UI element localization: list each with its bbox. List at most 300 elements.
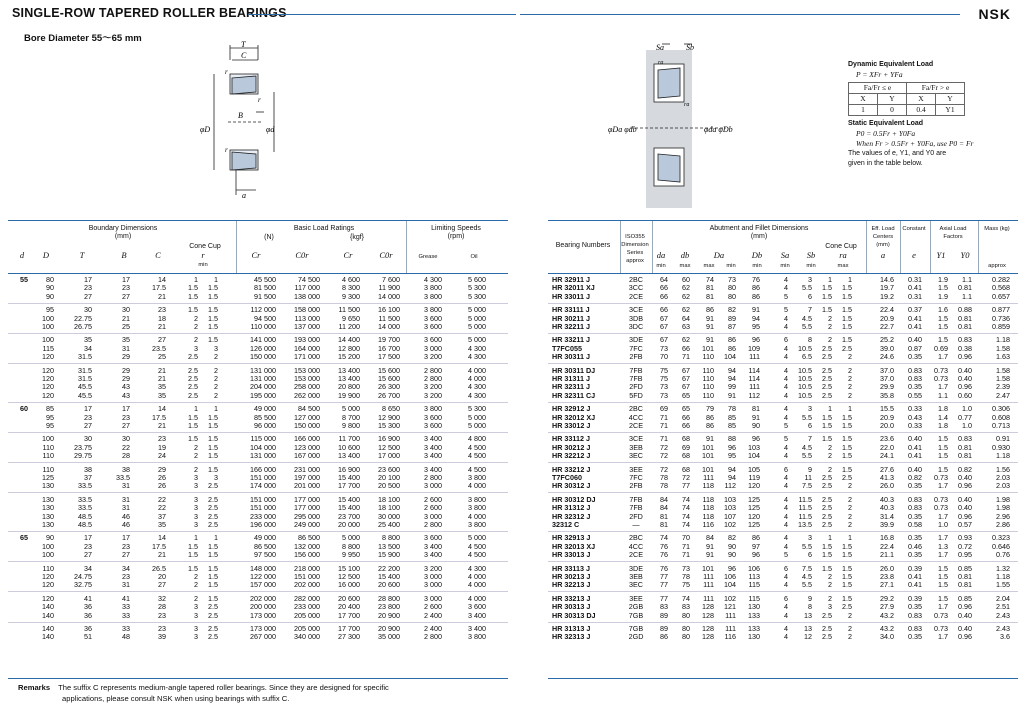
- width-B-cell: 34: [122, 563, 130, 573]
- oil-speed-cell: 3 800: [468, 520, 486, 529]
- db-max-cell: 65: [682, 390, 690, 400]
- ra-cone-cell: 2.5: [822, 343, 832, 353]
- oil-speed-cell: 4 000: [468, 374, 486, 383]
- width-B-cell: 46: [122, 520, 130, 529]
- da-min-cell: 75: [660, 374, 668, 383]
- cr-kgf-cell: 9 300: [342, 291, 360, 301]
- cr-kgf-cell: 20 400: [338, 602, 360, 612]
- cup-r-cell: 3: [214, 473, 218, 482]
- Db-min-cell: 105: [748, 464, 760, 474]
- oil-speed-cell: 4 500: [468, 550, 486, 560]
- y0-cell: 0.96: [958, 511, 972, 521]
- mass-cell: 0.657: [992, 291, 1010, 301]
- y1-cell: 1.8: [938, 404, 948, 414]
- y1-cell: 1.7: [938, 533, 948, 543]
- mass-cell: 3.6: [1000, 632, 1010, 642]
- Sa-min-cell: 6: [784, 464, 788, 474]
- cr-n-cell: 104 000: [250, 442, 276, 452]
- col-cor: C0r: [295, 250, 309, 260]
- cr-kgf-cell: 12 800: [338, 343, 360, 353]
- Da-max-cell: 84: [706, 533, 714, 543]
- Da-min-cell: 80: [728, 283, 736, 293]
- oil-speed-cell: 5 600: [468, 275, 486, 284]
- width-T-cell: 48.5: [78, 511, 92, 521]
- bearing-cross-section-diagram: [200, 40, 290, 205]
- mass-cell: 0.568: [992, 283, 1010, 293]
- width-T-cell: 23.75: [74, 442, 92, 452]
- Sb-min-cell: 8: [808, 335, 812, 345]
- page-title: SINGLE-ROW TAPERED ROLLER BEARINGS: [12, 6, 287, 20]
- y1-cell: 0.73: [934, 503, 948, 513]
- svg-text:B: B: [238, 111, 243, 120]
- ra-cone-cell: 1: [828, 533, 832, 543]
- cup-r-cell: 1.5: [208, 593, 218, 603]
- cr-n-cell: 148 000: [250, 563, 276, 573]
- y0-cell: 0.81: [958, 451, 972, 461]
- da-min-cell: 66: [660, 283, 668, 293]
- cor-kgf-cell: 26 300: [378, 382, 400, 392]
- y1-cell: 1.5: [938, 580, 948, 590]
- outer-diameter-cell: 120: [42, 365, 54, 375]
- cor-kgf-cell: 28 800: [378, 593, 400, 603]
- bearing-number-cell: HR 31313 J: [552, 624, 591, 633]
- bearing-number-cell: HR 32012 XJ: [552, 412, 596, 422]
- ra-cup-cell: 1: [848, 404, 852, 414]
- limiting-speeds-label: Limiting Speeds: [431, 225, 481, 232]
- eff-a-cell: 35.8: [880, 390, 894, 400]
- db-max-cell: 72: [682, 473, 690, 482]
- db-max-cell: 83: [682, 602, 690, 612]
- oil-speed-cell: 4 500: [468, 451, 486, 461]
- e-const-cell: 0.35: [908, 550, 922, 560]
- width-C-cell: 35: [158, 520, 166, 529]
- width-B-cell: 33: [122, 602, 130, 612]
- width-C-cell: 21: [158, 322, 166, 331]
- col-e: e: [912, 250, 916, 260]
- db-max-cell: 70: [682, 533, 690, 543]
- grease-speed-cell: 4 300: [424, 275, 442, 284]
- sub-y1: Y: [878, 94, 907, 105]
- outer-diameter-cell: 90: [46, 533, 54, 543]
- bearing-number-cell: HR 30313 J: [552, 602, 591, 612]
- eff-a-cell: 26.0: [880, 563, 894, 573]
- oil-speed-cell: 5 300: [468, 291, 486, 301]
- grease-speed-cell: 2 800: [424, 473, 442, 482]
- e-const-cell: 0.31: [908, 275, 922, 284]
- bearing-number-cell: HR 33012 J: [552, 421, 591, 430]
- width-T-cell: 34: [84, 343, 92, 353]
- Db-min-cell: 114: [748, 374, 760, 383]
- Db-min-cell: 76: [752, 275, 760, 284]
- y0-cell: 0.96: [958, 632, 972, 642]
- width-B-cell: 33: [122, 610, 130, 620]
- Da-max-cell: 101: [702, 451, 714, 461]
- Sb-min-cell: 6: [808, 291, 812, 301]
- width-C-cell: 23: [158, 610, 166, 620]
- e-const-cell: 0.55: [908, 390, 922, 400]
- cor-n-cell: 164 000: [294, 343, 320, 353]
- Sb-min-cell: 11.5: [798, 494, 812, 504]
- ra-cup-cell: 1.5: [842, 451, 852, 461]
- cor-kgf-cell: 15 400: [378, 572, 400, 581]
- cor-n-cell: 201 000: [294, 481, 320, 491]
- left-group-separator: [8, 591, 508, 592]
- remarks-label: Remarks: [18, 683, 51, 692]
- da-min-cell: 72: [660, 442, 668, 452]
- cup-r-cell: 1.5: [208, 442, 218, 452]
- y1-cell: 1.9: [938, 275, 948, 284]
- width-B-cell: 38: [122, 464, 130, 474]
- val-x2: 0.4: [907, 105, 936, 116]
- cr-kgf-cell: 5 000: [342, 533, 360, 543]
- width-B-cell: 27: [122, 550, 130, 560]
- bearing-number-cell: HR 32211 J: [552, 322, 590, 331]
- iso-series-cell: —: [632, 520, 640, 529]
- left-group-separator: [8, 492, 508, 493]
- ra-cone-cell: 2.5: [822, 624, 832, 633]
- oil-speed-cell: 3 400: [468, 624, 486, 633]
- width-C-cell: 21: [158, 365, 166, 375]
- Da-min-cell: 111: [725, 624, 736, 633]
- Da-max-cell: 86: [706, 412, 714, 422]
- grease-speed-cell: 3 000: [424, 580, 442, 590]
- Sb-min-cell: 4.5: [802, 572, 812, 581]
- col-Sb: Sb: [806, 250, 816, 260]
- Da-max-cell: 91: [706, 541, 714, 551]
- cr-n-cell: 85 500: [254, 412, 276, 422]
- dynamic-load-formula: P = XFr + YFa: [856, 70, 903, 79]
- left-table-row: [8, 323, 508, 331]
- Sb-min-cell: 3: [808, 275, 812, 284]
- e-const-cell: 0.33: [908, 421, 922, 430]
- svg-text:Sa: Sa: [656, 43, 664, 52]
- left-group-separator: [8, 432, 508, 433]
- cr-kgf-cell: 14 400: [338, 335, 360, 345]
- Db-min-cell: 86: [752, 533, 760, 543]
- db-max-cell: 77: [682, 481, 690, 491]
- width-B-cell: 23: [122, 541, 130, 551]
- bearing-number-cell: HR 32912 J: [552, 404, 591, 414]
- iso-series-cell: 2CE: [629, 550, 643, 560]
- y0-cell: 0.40: [958, 503, 972, 513]
- oil-speed-cell: 5 000: [468, 421, 486, 430]
- width-B-cell: 25: [122, 322, 130, 331]
- ra-cone-cell: 2: [828, 335, 832, 345]
- cup-r-cell: 2.5: [208, 481, 218, 491]
- db-max-cell: 67: [682, 374, 690, 383]
- bearing-number-cell: HR 30312 J: [552, 481, 591, 491]
- Da-max-cell: 118: [702, 481, 714, 491]
- cup-r-cell: 2.5: [208, 520, 218, 529]
- outer-diameter-cell: 90: [46, 283, 54, 293]
- Sa-min-cell: 5: [784, 421, 788, 430]
- width-T-cell: 17: [84, 275, 92, 284]
- width-C-cell: 17.5: [152, 541, 166, 551]
- db-max-cell: 69: [682, 442, 690, 452]
- right-bottom-rule: [548, 678, 1018, 679]
- bearing-number-cell: HR 33211 J: [552, 335, 590, 345]
- cor-n-cell: 153 000: [294, 365, 320, 375]
- y0-cell: 0.81: [958, 572, 972, 581]
- Da-min-cell: 99: [728, 382, 736, 392]
- cup-r-cell: 1.5: [208, 580, 218, 590]
- cup-r-cell: 1.5: [208, 541, 218, 551]
- cone-r-cell: 3: [194, 481, 198, 491]
- cone-r-cell: 3: [194, 503, 198, 513]
- left-group-separator: [8, 531, 508, 532]
- Sa-min-cell: 4: [784, 322, 788, 331]
- static-note-2: The values of e, Y1, and Y0 are: [848, 150, 947, 157]
- Sb-min-cell: 13: [804, 624, 812, 633]
- width-B-cell: 23: [122, 283, 130, 293]
- Da-max-cell: 111: [703, 580, 714, 590]
- ra-cup-cell: 1: [848, 533, 852, 543]
- ra-cone-cell: 2: [828, 313, 832, 323]
- cor-n-cell: 197 000: [294, 473, 320, 482]
- iso-series-cell: 3EE: [629, 593, 643, 603]
- cor-n-cell: 151 000: [294, 572, 320, 581]
- eff-a-cell: 15.5: [880, 404, 894, 414]
- width-T-cell: 35: [84, 335, 92, 345]
- outer-diameter-cell: 130: [42, 503, 54, 513]
- cr-n-cell: 49 000: [254, 404, 276, 414]
- Sa-min-cell: 6: [784, 563, 788, 573]
- cor-n-cell: 113 000: [294, 313, 320, 323]
- iso-series-cell: 2FB: [629, 352, 643, 362]
- cone-r-cell: 3: [194, 473, 198, 482]
- cor-kgf-cell: 8 800: [382, 533, 400, 543]
- cr-n-cell: 91 500: [254, 291, 276, 301]
- eff-a-cell: 31.4: [880, 511, 894, 521]
- cone-r-cell: 2: [194, 593, 198, 603]
- mass-cell: 0.736: [992, 313, 1010, 323]
- right-table-row: [548, 612, 1018, 620]
- grease-speed-cell: 3 000: [424, 343, 442, 353]
- cor-n-cell: 202 000: [294, 580, 320, 590]
- cr-n-cell: 196 000: [250, 520, 276, 529]
- y0-cell: 0.81: [958, 580, 972, 590]
- col-Sa: Sa: [780, 250, 790, 260]
- Da-max-cell: 86: [706, 305, 714, 315]
- left-table-row: [8, 521, 508, 529]
- cr-kgf-cell: 5 000: [342, 404, 360, 414]
- outer-diameter-cell: 120: [42, 352, 54, 362]
- col-grease: Grease: [418, 254, 438, 260]
- Sb-min-cell: 10.5: [798, 365, 812, 375]
- cor-kgf-cell: 8 650: [382, 404, 400, 414]
- cor-kgf-cell: 20 600: [378, 580, 400, 590]
- cup-r-cell: 1: [214, 533, 218, 543]
- db-max-cell: 64: [682, 313, 690, 323]
- grease-speed-cell: 3 200: [424, 563, 442, 573]
- e-const-cell: 0.43: [908, 412, 922, 422]
- cr-n-cell: 233 000: [250, 511, 276, 521]
- Sa-min-cell: 4: [784, 382, 788, 392]
- oil-speed-cell: 3 800: [468, 494, 486, 504]
- remarks-note: [18, 682, 498, 704]
- col-B: B: [121, 250, 127, 260]
- cup-r-cell: 1.5: [208, 313, 218, 323]
- Db-min-cell: 120: [748, 481, 760, 491]
- db-max-cell: 73: [682, 563, 690, 573]
- ra-cone-cell: 2.5: [822, 352, 832, 362]
- y1-cell: 1.5: [938, 313, 948, 323]
- eff-a-cell: 22.4: [880, 541, 894, 551]
- ra-cone-cell: 1.5: [822, 550, 832, 560]
- Da-max-cell: 118: [702, 503, 714, 513]
- Db-min-cell: 96: [752, 335, 760, 345]
- cr-kgf-cell: 16 900: [338, 464, 360, 474]
- Sb-min-cell: 6: [808, 421, 812, 430]
- cone-r-cell: 3: [194, 624, 198, 633]
- db-max-cell: 62: [682, 305, 690, 315]
- cor-kgf-cell: 17 500: [378, 352, 400, 362]
- y1-cell: 1.5: [938, 335, 948, 345]
- da-min-cell: 84: [660, 494, 668, 504]
- oil-speed-cell: 4 000: [468, 593, 486, 603]
- e-const-cell: 0.82: [908, 473, 922, 482]
- cor-kgf-cell: 7 600: [382, 275, 400, 284]
- eff-a-cell: 39.0: [880, 343, 894, 353]
- abutment-fillet-diagram: [608, 40, 748, 210]
- Sb-min-cell: 7: [808, 305, 812, 315]
- width-C-cell: 25: [158, 352, 166, 362]
- bore-diameter-cell: 55: [20, 275, 28, 284]
- cone-r-cell: 3: [194, 343, 198, 353]
- cr-n-cell: 110 000: [250, 322, 276, 331]
- left-bottom-rule: [8, 678, 508, 679]
- width-C-cell: 23: [158, 624, 166, 633]
- y1-cell: 1.5: [938, 572, 948, 581]
- iso-series-cell: 7FC: [629, 473, 643, 482]
- db-max-cell: 62: [682, 335, 690, 345]
- e-const-cell: 0.39: [908, 563, 922, 573]
- da-min-cell: 83: [660, 602, 668, 612]
- iso-series-cell: 7GB: [628, 610, 644, 620]
- Sb-min-cell: 5.5: [802, 322, 812, 331]
- cup-r-cell: 1.5: [208, 451, 218, 461]
- Sa-min-cell: 4: [784, 343, 788, 353]
- cone-r-cell: 1: [194, 275, 198, 284]
- ra-cup-cell: 1.5: [842, 442, 852, 452]
- ra-cup-cell: 1.5: [842, 283, 852, 293]
- e-const-cell: 0.35: [908, 382, 922, 392]
- width-C-cell: 21: [158, 291, 166, 301]
- svg-text:a: a: [242, 191, 246, 200]
- grease-speed-cell: 3 600: [424, 421, 442, 430]
- width-T-cell: 23: [84, 541, 92, 551]
- bearing-number-cell: HR 30213 J: [552, 572, 591, 581]
- Da-min-cell: 94: [728, 374, 736, 383]
- Db-min-cell: 86: [752, 283, 760, 293]
- sub-y2: Y: [936, 94, 965, 105]
- outer-diameter-cell: 120: [42, 580, 54, 590]
- Db-min-cell: 91: [752, 305, 760, 315]
- cr-n-cell: 151 000: [250, 503, 276, 513]
- right-group-separator: [548, 462, 1018, 463]
- da-min-cell: 73: [660, 382, 668, 392]
- cr-n-cell: 174 000: [250, 481, 276, 491]
- Da-min-cell: 116: [724, 632, 736, 642]
- mass-cell: 0.91: [996, 434, 1010, 444]
- iso-series-cell: 2FD: [629, 511, 643, 521]
- svg-text:Sb: Sb: [686, 43, 694, 52]
- ra-cup-cell: 1.5: [842, 322, 852, 331]
- Db-min-cell: 133: [748, 624, 760, 633]
- sub-Sa-min: min: [780, 263, 790, 269]
- oil-speed-cell: 4 500: [468, 464, 486, 474]
- iso-series-cell: 3EE: [629, 464, 643, 474]
- width-B-cell: 23: [122, 572, 130, 581]
- bearing-number-cell: HR 32913 J: [552, 533, 591, 543]
- cor-n-cell: 171 000: [294, 352, 320, 362]
- left-table-row: [8, 452, 508, 460]
- load-factor-table: [848, 82, 965, 116]
- ratio-le-e: Fa/Fr ≤ e: [849, 83, 907, 94]
- y1-cell: 0.73: [934, 494, 948, 504]
- oil-speed-cell: 4 000: [468, 511, 486, 521]
- oil-speed-cell: 4 300: [468, 563, 486, 573]
- right-group-separator: [548, 561, 1018, 562]
- cone-r-cell: 2.5: [188, 382, 198, 392]
- eff-a-cell: 26.0: [880, 481, 894, 491]
- ra-cone-cell: 2.5: [822, 511, 832, 521]
- da-min-cell: 86: [660, 632, 668, 642]
- mass-cell: 2.96: [996, 511, 1010, 521]
- width-B-cell: 41: [122, 593, 130, 603]
- Da-min-cell: 80: [728, 291, 736, 301]
- eff-a-cell: 29.2: [880, 593, 894, 603]
- constant-label: Constant: [902, 226, 926, 232]
- Sb-min-cell: 12: [804, 632, 812, 642]
- cr-kgf-cell: 20 800: [338, 382, 360, 392]
- e-const-cell: 0.35: [908, 632, 922, 642]
- da-min-cell: 84: [660, 503, 668, 513]
- cup-r-cell: 1.5: [208, 291, 218, 301]
- e-const-cell: 0.35: [908, 511, 922, 521]
- mass-cell: 1.32: [996, 563, 1010, 573]
- cr-n-cell: 267 000: [250, 632, 276, 642]
- Sa-min-cell: 4: [784, 390, 788, 400]
- da-min-cell: 70: [660, 352, 668, 362]
- bearing-number-cell: HR 30311 DJ: [552, 365, 596, 375]
- val-y2: Y1: [936, 105, 965, 116]
- cr-kgf-cell: 8 700: [342, 412, 360, 422]
- Db-min-cell: 133: [748, 610, 760, 620]
- Da-min-cell: 104: [724, 580, 736, 590]
- cr-n-cell: 157 000: [250, 580, 276, 590]
- outer-diameter-cell: 90: [46, 291, 54, 301]
- width-B-cell: 27: [122, 421, 130, 430]
- static-load-title: Static Equivalent Load: [848, 120, 924, 127]
- y0-cell: 1.0: [962, 421, 972, 430]
- y1-cell: 1.5: [938, 322, 948, 331]
- iso-series-cell: 3CE: [629, 305, 643, 315]
- da-min-cell: 71: [660, 434, 668, 444]
- db-max-cell: 66: [682, 421, 690, 430]
- Da-min-cell: 103: [724, 494, 736, 504]
- svg-text:r: r: [258, 96, 261, 104]
- grease-speed-cell: 3 600: [424, 533, 442, 543]
- ra-cone-cell: 2: [828, 593, 832, 603]
- Sa-min-cell: 4: [784, 602, 788, 612]
- cor-n-cell: 156 000: [294, 550, 320, 560]
- ra-cup-cell: 1.5: [842, 572, 852, 581]
- y0-cell: 0.40: [958, 365, 972, 375]
- cup-r-cell: 2: [214, 365, 218, 375]
- da-min-cell: 89: [660, 624, 668, 633]
- remarks-text-1: The suffix C represents medium-angle tapered roller bearings. Since they are designed for specific: [58, 683, 389, 692]
